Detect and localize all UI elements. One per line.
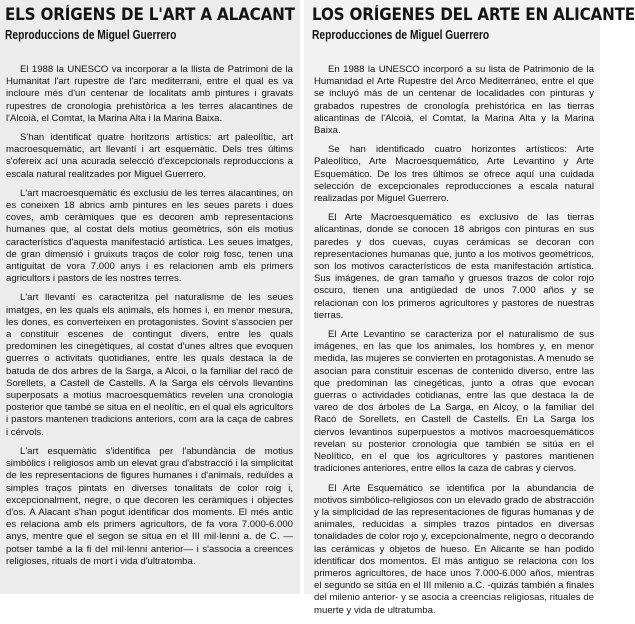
- spanish-body-text: [314, 64, 594, 624]
- spanish-paragraph: El Arte Levantino se caracteriza por el naturalismo de sus imágenes, en las que los animales, los hombres y, en menor medida, las mujeres se convierten en protagonistas. A menudo se asocian para constituir escenas de contenido diverso, entre las que predominan las cinegéticas, junto a otras que evocan guerras o actividades cotidianas, entre las que destaca la de vareo de dos árboles de La Sarga, en Alcoy, o la familiar del Racó de Sorellets, en Castell de Castells. En La Sarga los ciervos levantinos superpuestos a motivos macroesquemáticos revelan su posterior cronología que también se sitúa en el Neolítico, en el que los agricultores y pastores mantienen tradiciones anteriores, entre ellos la caza de cabras y ciervos.: [314, 329, 594, 475]
- spanish-paragraph: En 1988 la UNESCO incorporó a su lista de Patrimonio de la Humanidad el Arte Rupestre del Arco Mediterráneo, entre el que se incluyó más de un centenar de localidades con pinturas y grabados rupestres de cronología prehistórica en las tierras alicantinas de l'Alcoià, el Comtat, la Marina Alta y la Marina Baixa.: [314, 64, 594, 137]
- catalan-subtitle: Reproduccions de Miguel Guerrero: [5, 28, 177, 42]
- catalan-paragraph: El 1988 la UNESCO va incorporar a la llista de Patrimoni de la Humanitat l'art rupestre de l'arc mediterrani, entre el qual es va incloure més d'un centenar de localitats amb pintures i gravats rupestres de cronologia prehistòrica a les terres alacantines de l'Alcoià, el Comtat, la Marina Alta i la Marina Baixa.: [6, 64, 293, 124]
- catalan-column: [0, 0, 300, 594]
- spanish-subtitle: Reproducciones de Miguel Guerrero: [312, 28, 490, 42]
- spanish-paragraph: Se han identificado cuatro horizontes artísticos: Arte Paleolítico, Arte Macroesquemático, Arte Levantino y Arte Esquemático. De los tres últimos se ofrece aquí una cuidada selección de excepcionales reproducciones a escala natural realizadas por Miguel Guerrero.: [314, 144, 594, 205]
- spanish-paragraph: El Arte Macroesquemático es exclusivo de las tierras alicantinas, donde se conocen 18 abrigos con pinturas en sus paredes y dos cuevas, cuyas cerámicas se decoran con representaciones humanas que, junto a los motivos geométricos, son los motivos característicos de esta manifestación artística. Sus imágenes, de gran tamaño y gruesos trazos de color rojo oscuro, tienen una antigüedad de unos 7.000 años y se relacionan con los primeros agricultores y pastores de nuestras tierras.: [314, 212, 594, 321]
- catalan-paragraph: L'art esquemàtic s'identifica per l'abundància de motius simbòlics i religiosos amb un elevat grau d'abstracció i la simplicitat de les representacions de figures humanes i d'animals, reduïdes a simples traços pintats en diverses tonalitats de color roig i, excepcionalment, negre, o que decoren les ceràmiques i objectes d'os. A Alacant s'han pogut identificar dos moments. El més antic es relaciona amb els primers agricultors, de fa vora 7.000-6.000 anys, mentre que el segon se situa en el III mil·lenni a. de C. —potser també a la fi del mil·lenni anterior— i s'associa a creences religioses, rituals de mort i vida d'ultratomba.: [6, 445, 293, 567]
- catalan-body-text: [6, 64, 293, 575]
- catalan-paragraph: L'art llevantí es caracteritza pel naturalisme de les seues imatges, en les quals els animals, els homes i, en menor mesura, les dones, es converteixen en protagonistes. Sovint s'associen per a constituir escenes de contingut divers, entre les quals predominen les cinegètiques, al costat d'unes altres que evoquen guerres o activitats quotidianes, entre les quals destaca la de batuda de dos arbres de la Sarga, a Alcoi, o la familiar del racó de Sorellets, a Castell de Castells. A la Sarga els cérvols llevantins superposats a motius macroesquemàtics revelen una cronologia posterior que també se situa en el neolític, en el qual els agricultors i pastors mantenen tradicions anteriors, com ara la caça de cabres i cérvols.: [6, 292, 293, 438]
- spanish-paragraph: El Arte Esquemático se identifica por la abundancia de motivos simbólico-religiosos con un elevado grado de abstracción y la simplicidad de las representaciones de figuras humanas y de animales, reducidas a simples trazos pintados en diversas tonalidades de color rojo y, excepcionalmente, negro o decorando las cerámicas y objetos de hueso. En Alicante se han podido identificar dos momentos. El más antiguo se relaciona con los primeros agricultores, de hace unos 7.000-6.000 años, mientras el segundo se sitúa en el III milenio a.C. -quizás también a finales del milenio anterior- y se asocia a creencias religiosas, rituales de muerte y vida de ultratumba.: [314, 482, 594, 616]
- spanish-title: LOS ORÍGENES DEL ARTE EN ALICANTE: [312, 5, 635, 24]
- catalan-paragraph: S'han identificat quatre horitzons artístics: art paleolític, art macroesquemàtic, art llevantí i art esquemàtic. Dels tres últims s'ofereix ací una acurada selecció d'excepcionals reproduccions a escala natural realitzades por Miguel Guerrero.: [6, 132, 293, 180]
- spanish-column: [304, 0, 635, 616]
- catalan-paragraph: L'art macroesquemàtic és exclusiu de les terres alacantines, on es coneixen 18 abrics amb pintures en les seues parets i dues coves, amb ceràmiques que es decoren amb representacions humanes que, al costat dels motius geomètrics, són els motius característics d'aquesta manifestació artística. Les seues imatges, de gran dimensió i gruixuts traços de color roig fosc, tenen una antiguitat de vora 7.000 anys i es relacionen amb els primers agricultors i pastors de les nostres terres.: [6, 187, 293, 285]
- catalan-title: ELS ORÍGENS DE L'ART A ALACANT: [5, 5, 295, 24]
